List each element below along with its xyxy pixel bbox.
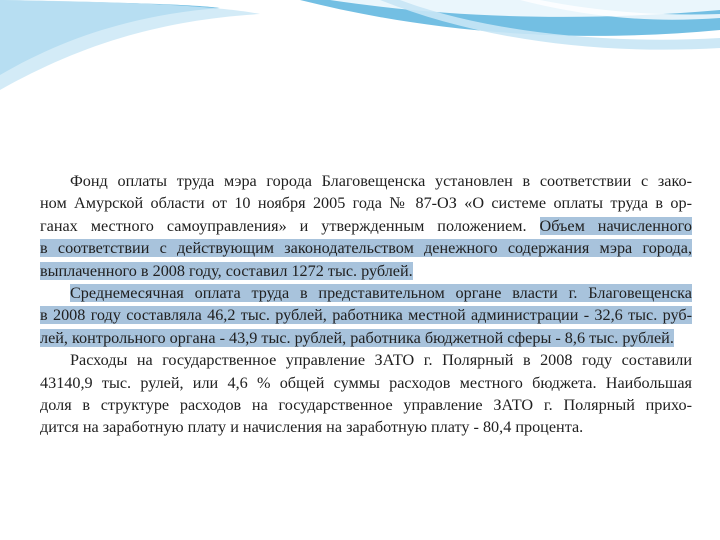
- text-line-plain: ном Амурской области от 10 ноября 2005 года № 87-ОЗ «О системе оплаты труда в ор-: [40, 194, 692, 213]
- text-line: [40, 237, 692, 259]
- text-line: [40, 349, 692, 371]
- text-line: [40, 282, 692, 304]
- text-line: [40, 416, 692, 438]
- text-line: [40, 304, 692, 326]
- highlighted-text: Объем начисленного: [539, 216, 692, 235]
- highlighted-text: в соответствии с действующим законодательством денежного содержания мэра города,: [40, 239, 692, 258]
- text-line: [40, 215, 692, 237]
- text-line: [40, 394, 692, 416]
- highlighted-text: лей, контрольного органа - 43,9 тыс. рублей, работника бюджетной сферы - 8,6 тыс. рублей.: [40, 328, 674, 347]
- document-text: [40, 170, 692, 439]
- text-line: [40, 260, 692, 282]
- text-line: [40, 372, 692, 394]
- text-line-plain: Расходы на государственное управление ЗАТО г. Полярный в 2008 году составили: [70, 351, 692, 370]
- text-line-plain: ганах местного самоуправления» и утвержденным положением.: [40, 216, 540, 235]
- text-line-plain: 43140,9 тыс. рулей, или 4,6 % общей суммы расходов местного бюджета. Наибольшая: [40, 373, 692, 392]
- highlighted-text: в 2008 году составляла 46,2 тыс. рублей, работника местной администрации - 32,6 тыс. руб-: [40, 306, 692, 325]
- highlighted-text: Среднемесячная оплата труда в представительном органе власти г. Благовещенска: [70, 284, 692, 303]
- text-line-plain: доля в структуре расходов на государственное управление ЗАТО г. Полярный прихо-: [40, 396, 692, 415]
- text-line: [40, 170, 692, 192]
- text-line: [40, 192, 692, 214]
- text-line: [40, 327, 692, 349]
- text-line-plain: Фонд оплаты труда мэра города Благовещенска установлен в соответствии с зако-: [70, 172, 692, 190]
- decorative-swoosh: [0, 0, 720, 110]
- text-line-plain: дится на заработную плату и начисления на заработную плату - 80,4 процента.: [40, 418, 584, 437]
- highlighted-text: выплаченного в 2008 году, составил 1272 тыс. рублей.: [40, 261, 413, 280]
